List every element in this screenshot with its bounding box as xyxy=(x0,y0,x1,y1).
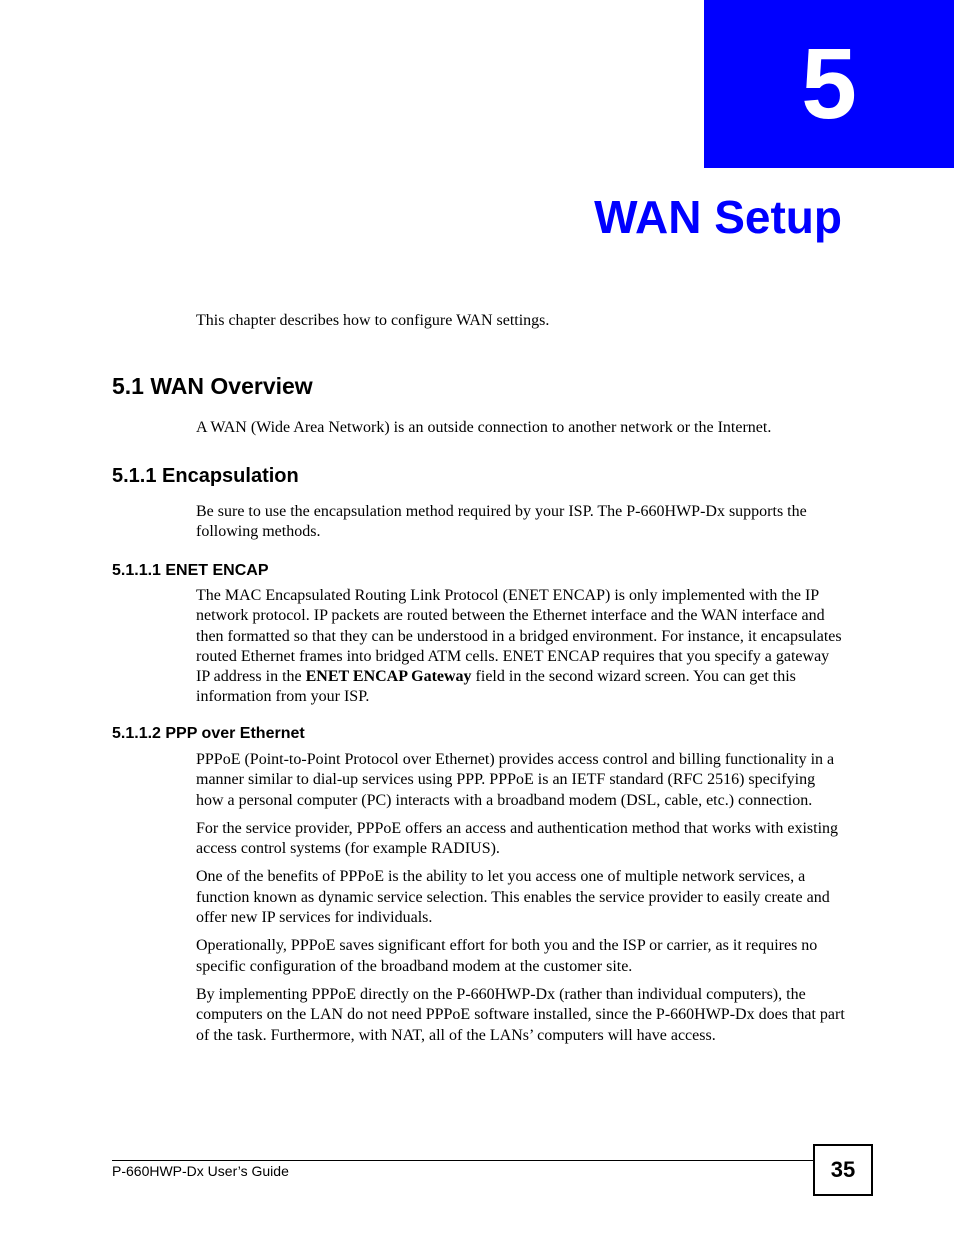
page-number-box xyxy=(813,1144,873,1196)
pppoe-paragraph: PPPoE (Point-to-Point Protocol over Ethernet) provides access control and billing functionality in a manner similar to dial-up services using PPP. PPPoE is an IETF standard (RFC 2516) specifying how a personal computer (PC) interacts with a broadband modem (DSL, cable, etc.) connection. xyxy=(196,751,835,809)
chapter-title: WAN Setup xyxy=(594,191,842,243)
pppoe-paragraph: By implementing PPPoE directly on the P-660HWP-Dx (rather than individual computers), the computers on the LAN do not need PPPoE software installed, since the P-660HWP-Dx does that part of the task. Furthermore, with NAT, all of the LANs’ computers will have access. xyxy=(196,985,845,1044)
section-heading-wan-overview: 5.1 WAN Overview xyxy=(112,373,313,399)
wan-overview-body xyxy=(196,418,846,446)
chapter-intro xyxy=(196,311,846,339)
enet-encap-body xyxy=(196,586,846,716)
enet-text-after: field in the second wizard screen. You can get this information from your ISP. xyxy=(196,668,796,706)
chapter-number: 5 xyxy=(801,28,857,140)
section-heading-enet-encap: 5.1.1.1 ENET ENCAP xyxy=(112,562,269,579)
enet-encap-gateway-field-name: ENET ENCAP Gateway xyxy=(305,668,472,686)
pppoe-paragraph: One of the benefits of PPPoE is the ability to let you access one of multiple network services, a function known as dynamic service selection. This enables the service provider to easily create and offer new IP services for individuals. xyxy=(196,868,830,927)
chapter-number-box xyxy=(704,0,954,168)
pppoe-paragraph: Operationally, PPPoE saves significant effort for both you and the ISP or carrier, as it requires no specific configuration of the broadband modem at the customer site. xyxy=(196,937,818,975)
section-heading-encapsulation: 5.1.1 Encapsulation xyxy=(112,465,299,487)
pppoe-paragraph: For the service provider, PPPoE offers an access and authentication method that works with existing access control systems (for example RADIUS). xyxy=(196,819,839,858)
intro-paragraph: This chapter describes how to configure WAN settings. xyxy=(196,312,550,329)
section-heading-pppoe: 5.1.1.2 PPP over Ethernet xyxy=(112,725,305,742)
enet-text-before: The MAC Encapsulated Routing Link Protocol (ENET ENCAP) is only implemented with the IP network protocol. IP packets are routed between the Ethernet interface and the WAN interface and then formatted so that they can be understood in a bridged environment. For instance, it encapsulates routed Ethernet frames into bridged ATM cells. ENET ENCAP requires that you specify a gateway IP address in the xyxy=(196,587,842,686)
encapsulation-paragraph: Be sure to use the encapsulation method required by your ISP. The P-660HWP-Dx supports the following methods. xyxy=(196,503,807,541)
wan-overview-paragraph: A WAN (Wide Area Network) is an outside connection to another network or the Internet. xyxy=(196,419,772,436)
page-number: 35 xyxy=(830,1157,856,1182)
encapsulation-body xyxy=(196,502,846,551)
pppoe-body xyxy=(196,750,846,1054)
footer-guide-title: P-660HWP-Dx User’s Guide xyxy=(112,1163,289,1179)
footer-divider xyxy=(112,1160,814,1161)
enet-encap-paragraph xyxy=(196,586,846,708)
